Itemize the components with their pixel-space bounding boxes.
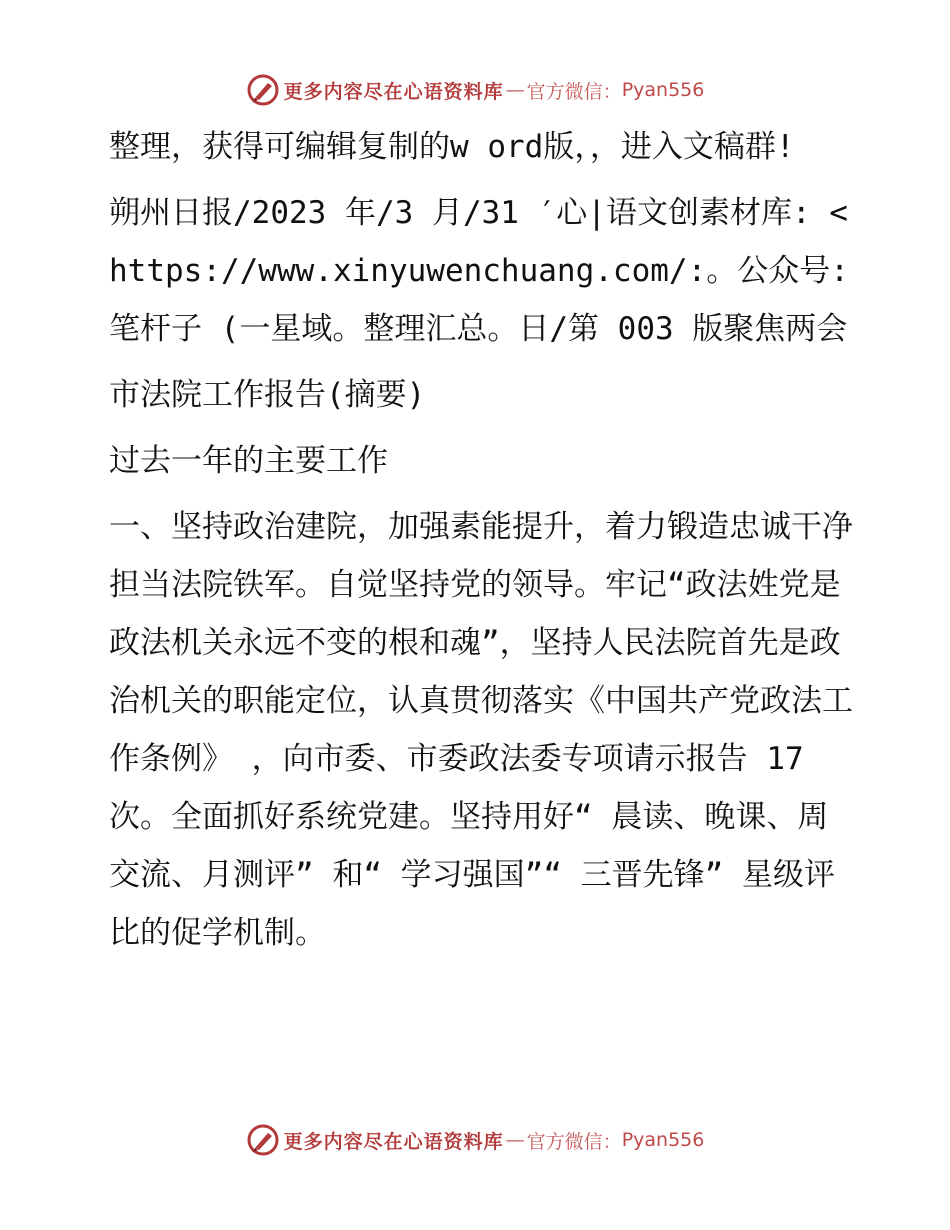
paragraph-intro: 整理，获得可编辑复制的w ord版，，进入文稿群! bbox=[109, 129, 795, 165]
pen-logo-icon bbox=[246, 1123, 280, 1157]
paragraph-title: 市法院工作报告(摘要) bbox=[109, 377, 426, 413]
watermark-separator: — bbox=[505, 1129, 525, 1151]
footer-watermark bbox=[0, 1120, 950, 1160]
paragraph-body: 一、坚持政治建院，加强素能提升，着力锻造忠诚干净担当法院铁军。自觉坚持党的领导。牢记“政法姓党是政法机关永远不变的根和魂”，坚持人民法院首先是政治机关的职能定位，认真贯彻落实《中国共产党政法工作条例》 ，向市委、市委政法委专项请示报告 17 次。全面抓好系统党建。坚持用好“ 晨读、晚课、周交流、月测评” 和“ 学习强国”“ 三晋先锋” 星级评比的促学机制。 bbox=[109, 509, 853, 951]
watermark-separator: — bbox=[505, 79, 525, 101]
pen-logo-icon bbox=[246, 73, 280, 107]
watermark-wechat-id: Pyan556 bbox=[621, 1129, 705, 1151]
watermark-label: 官方微信： bbox=[526, 80, 622, 103]
watermark-wechat-id: Pyan556 bbox=[621, 79, 705, 101]
header-watermark bbox=[0, 70, 950, 110]
document-body bbox=[97, 118, 868, 970]
paragraph-source: 朔州日报/2023 年/3 月/31 ′心|语文创素材库: <https://www.xinyuwenchuang.com/:。公众号: 笔杆子 (一星域。整理汇总。日/第 003 版聚焦两会 bbox=[109, 195, 868, 347]
watermark-label: 官方微信： bbox=[526, 1130, 622, 1153]
paragraph-section-heading: 过去一年的主要工作 bbox=[109, 443, 388, 479]
watermark-text: 更多内容尽在心语资料库 bbox=[283, 80, 504, 103]
watermark-text: 更多内容尽在心语资料库 bbox=[283, 1130, 504, 1153]
